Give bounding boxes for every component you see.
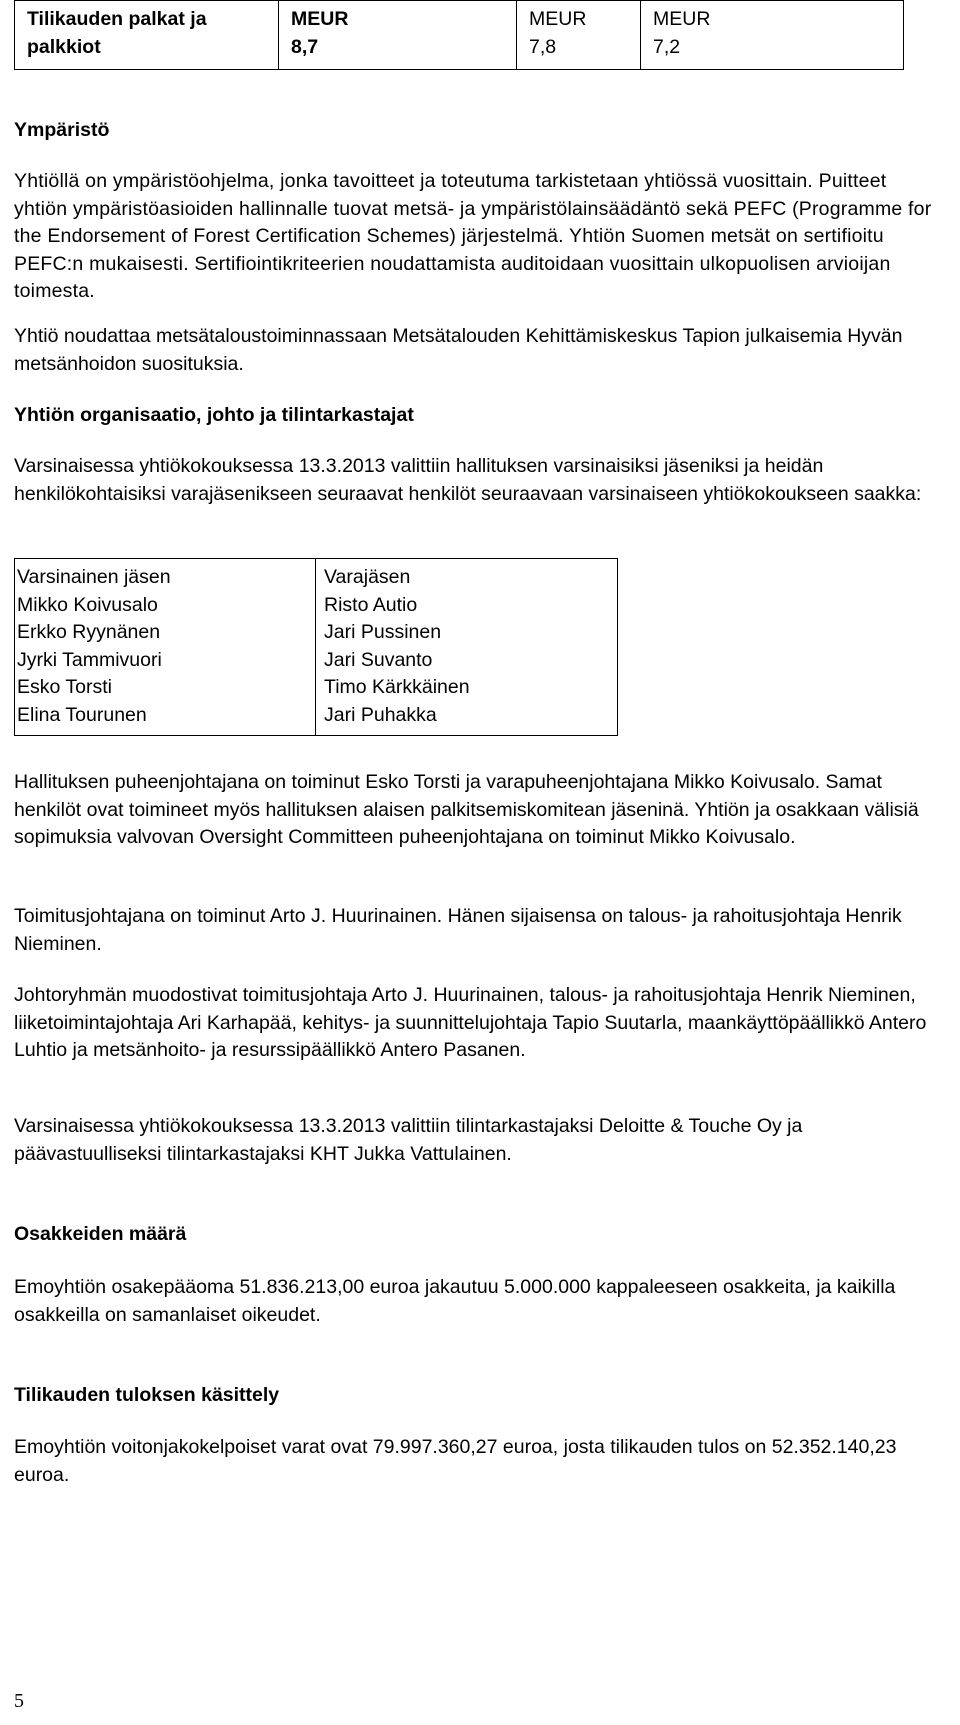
board-member: Mikko Koivusalo [17, 593, 158, 616]
salary-unit: MEUR [653, 8, 711, 30]
board-deputy: Timo Kärkkäinen [324, 676, 470, 698]
salary-prev1-cell [517, 1, 641, 70]
environment-heading: Ympäristö [14, 119, 110, 141]
auditor-paragraph: Varsinaisessa yhtiökokouksessa 13.3.2013 valittiin tilintarkastajaksi Deloitte & Touche Oy ja päävastuulliseksi tilintarkastajaksi KHT Jukka Vattulainen. [14, 1115, 803, 1165]
salary-value-current: 8,7 [291, 36, 319, 58]
board-header-member: Varsinainen jäsen [17, 566, 171, 588]
ceo-paragraph: Toimitusjohtajana on toiminut Arto J. Huurinainen. Hänen sijaisensa on talous- ja rahoitusjohtaja Henrik Nieminen. [14, 905, 902, 955]
result-paragraph: Emoyhtiön voitonjakokelpoiset varat ovat 79.997.360,27 euroa, josta tilikauden tulos on 52.352.140,23 euroa. [14, 1436, 897, 1486]
board-deputy: Risto Autio [324, 593, 418, 616]
board-member: Esko Torsti [17, 676, 113, 698]
board-member: Elina Tourunen [17, 703, 147, 726]
environment-paragraph-1: Yhtiöllä on ympäristöohjelma, jonka tavoitteet ja toteutuma tarkistetaan yhtiössä vuosittain. Puitteet yhtiön ympäristöasioiden hallinnalle tuovat metsä- ja ympäristölainsäädäntö sekä PEFC (Programme for the Endorsement of Forest Certification Schemes) järjestelmä. Yhtiön Suomen metsät on sertifioitu PEFC:n mukaisesti. Sertifiointikriteerien noudattamista auditoidaan vuosittain ulkopuolisen arvioijan toimesta. [14, 170, 932, 302]
salary-label: Tilikauden palkat ja palkkiot [15, 1, 279, 70]
salary-unit: MEUR [529, 8, 587, 30]
organization-intro: Varsinaisessa yhtiökokouksessa 13.3.2013 valittiin hallituksen varsinaisiksi jäseniksi ja heidän henkilökohtaisiksi varajäsenikseen seuraavat henkilöt seuraavaan varsinaiseen yhtiökokoukseen saakka: [14, 455, 922, 505]
salary-value-prev1: 7,8 [529, 36, 557, 58]
board-members-column [15, 559, 316, 736]
board-table [14, 558, 618, 736]
board-deputy: Jari Suvanto [324, 648, 433, 671]
salary-prev2-cell [641, 1, 904, 70]
board-deputy: Jari Puhakka [324, 703, 437, 726]
board-member: Erkko Ryynänen [17, 621, 161, 643]
salary-current-cell [279, 1, 517, 70]
environment-paragraph-2: Yhtiö noudattaa metsätaloustoiminnassaan Metsätalouden Kehittämiskeskus Tapion julkaisemia Hyvän metsänhoidon suosituksia. [14, 325, 903, 375]
page-number: 5 [14, 1690, 24, 1712]
board-deputy: Jari Pussinen [324, 621, 442, 643]
board-member: Jyrki Tammivuori [17, 648, 162, 671]
organization-heading: Yhtiön organisaatio, johto ja tilintarkastajat [14, 404, 414, 426]
board-deputies-column [316, 559, 618, 736]
management-paragraph: Johtoryhmän muodostivat toimitusjohtaja Arto J. Huurinainen, talous- ja rahoitusjohtaja Henrik Nieminen, liiketoimintajohtaja Ari Karhapää, kehitys- ja suunnittelujohtaja Tapio Suutarla, maankäyttöpäällikkö Antero Luhtio ja metsänhoito- ja resurssipäällikkö Antero Pasanen. [14, 984, 927, 1061]
salary-value-prev2: 7,2 [653, 36, 681, 58]
salary-unit: MEUR [291, 8, 349, 30]
shares-heading: Osakkeiden määrä [14, 1223, 187, 1245]
chair-paragraph: Hallituksen puheenjohtajana on toiminut Esko Torsti ja varapuheenjohtajana Mikko Koivusalo. Samat henkilöt ovat toimineet myös hallituksen alaisen palkitsemiskomitean jäseninä. Yhtiön ja osakkaan välisiä sopimuksia valvovan Oversight Committeen puheenjohtajana on toiminut Mikko Koivusalo. [14, 771, 919, 848]
shares-paragraph: Emoyhtiön osakepääoma 51.836.213,00 euroa jakautuu 5.000.000 kappaleeseen osakkeita, ja kaikilla osakkeilla on samanlaiset oikeudet. [14, 1276, 896, 1326]
salary-table [14, 0, 904, 70]
result-heading: Tilikauden tuloksen käsittely [14, 1384, 280, 1406]
board-header-deputy: Varajäsen [324, 566, 411, 588]
